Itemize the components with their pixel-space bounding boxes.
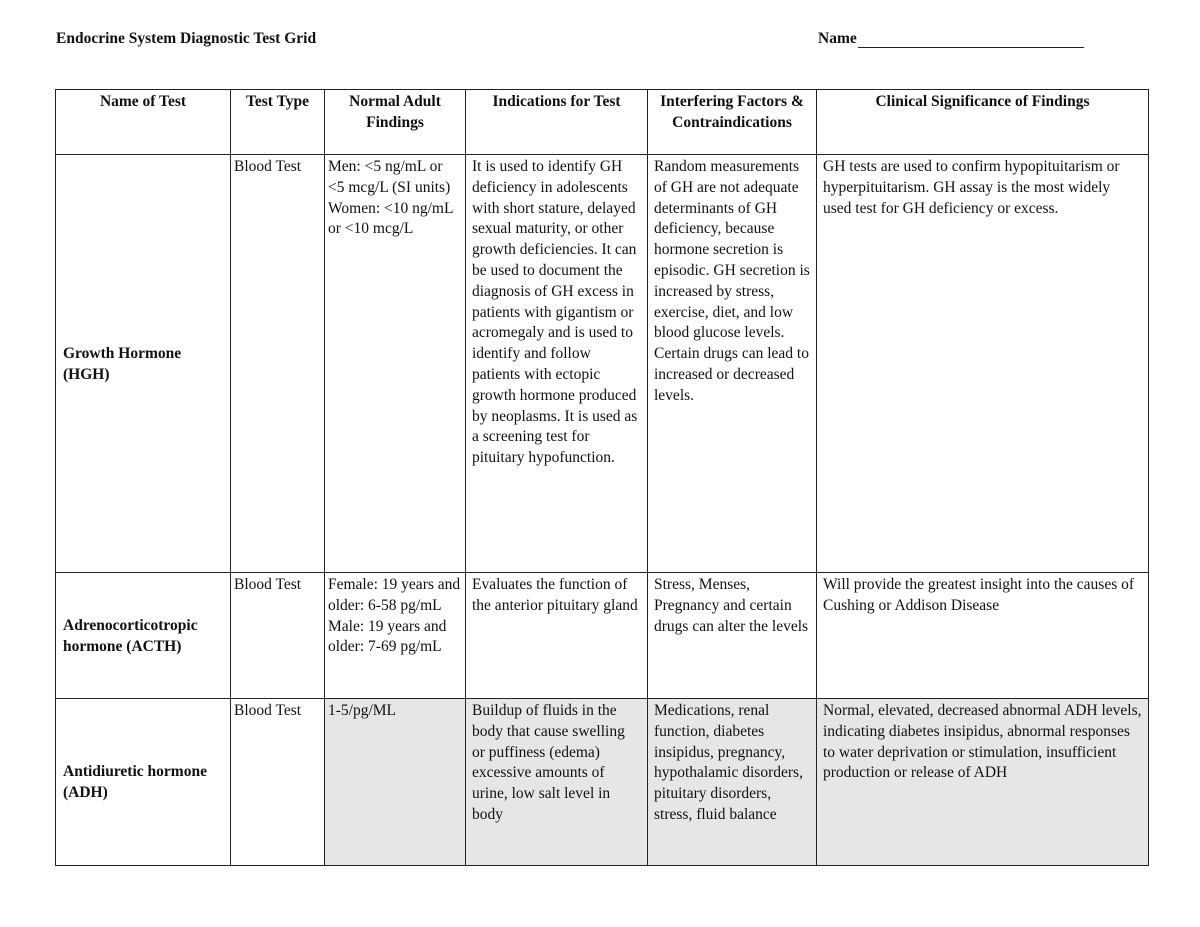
- indications-cell: Evaluates the function of the anterior pituitary gland: [466, 573, 648, 699]
- table-row: [56, 699, 1149, 866]
- indications-cell: Buildup of fluids in the body that cause swelling or puffiness (edema) excessive amounts of urine, low salt level in body: [466, 699, 648, 866]
- normal-findings-cell: 1-5/pg/ML: [325, 699, 466, 866]
- table-row: [56, 573, 1149, 699]
- header-name-of-test: Name of Test: [56, 90, 231, 155]
- clinical-significance-cell: GH tests are used to confirm hypopituitarism or hyperpituitarism. GH assay is the most widely used test for GH deficiency or excess.: [817, 155, 1149, 573]
- test-name-cell: Adrenocorticotropic hormone (ACTH): [56, 573, 231, 699]
- test-name-cell: Antidiuretic hormone (ADH): [56, 699, 231, 866]
- normal-findings-cell: Men: <5 ng/mL or <5 mcg/L (SI units) Women: <10 ng/mL or <10 mcg/L: [325, 155, 466, 573]
- page-title: Endocrine System Diagnostic Test Grid: [56, 30, 317, 47]
- header-normal-adult-findings: Normal Adult Findings: [325, 90, 466, 155]
- test-type-cell: Blood Test: [231, 155, 325, 573]
- indications-cell: It is used to identify GH deficiency in adolescents with short stature, delayed sexual maturity, or other growth deficiencies. It can be used to document the diagnosis of GH excess in patients with gigantism or acromegaly and is used to identify and follow patients with ectopic growth hormone produced by neoplasms. It is used as a screening test for pituitary hypofunction.: [466, 155, 648, 573]
- clinical-significance-cell: Normal, elevated, decreased abnormal ADH levels, indicating diabetes insipidus, abnormal responses to water deprivation or stimulation, insufficient production or release of ADH: [817, 699, 1149, 866]
- header-indications: Indications for Test: [466, 90, 648, 155]
- normal-findings-cell: Female: 19 years and older: 6-58 pg/mL Male: 19 years and older: 7-69 pg/mL: [325, 573, 466, 699]
- test-type-cell: Blood Test: [231, 573, 325, 699]
- table-row: [56, 155, 1149, 573]
- test-type-cell: Blood Test: [231, 699, 325, 866]
- test-name-cell: Growth Hormone (HGH): [56, 155, 231, 573]
- name-label: Name: [818, 30, 857, 47]
- header-interfering-factors: Interfering Factors & Contraindications: [648, 90, 817, 155]
- header-test-type: Test Type: [231, 90, 325, 155]
- clinical-significance-cell: Will provide the greatest insight into the causes of Cushing or Addison Disease: [817, 573, 1149, 699]
- name-field[interactable]: [818, 30, 1084, 48]
- header-clinical-significance: Clinical Significance of Findings: [817, 90, 1149, 155]
- name-blank-line[interactable]: [858, 31, 1084, 48]
- interfering-factors-cell: Medications, renal function, diabetes insipidus, pregnancy, hypothalamic disorders, pituitary disorders, stress, fluid balance: [648, 699, 817, 866]
- table-header-row: [56, 90, 1149, 155]
- interfering-factors-cell: Random measurements of GH are not adequate determinants of GH deficiency, because hormone secretion is episodic. GH secretion is increased by stress, exercise, diet, and low blood glucose levels. Certain drugs can lead to increased or decreased levels.: [648, 155, 817, 573]
- diagnostic-test-table: [55, 89, 1149, 866]
- interfering-factors-cell: Stress, Menses, Pregnancy and certain drugs can alter the levels: [648, 573, 817, 699]
